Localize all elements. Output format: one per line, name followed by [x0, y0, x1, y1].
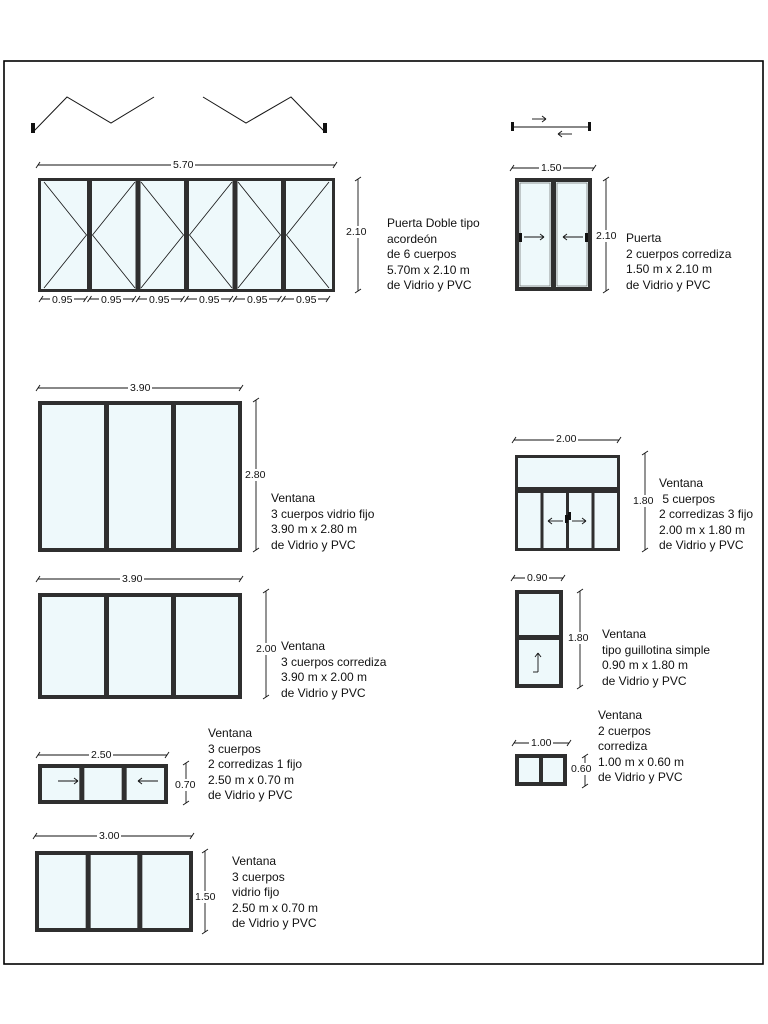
window-mullion [137, 855, 142, 928]
desc-line: 5.70m x 2.10 m [387, 262, 470, 277]
desc-line: de Vidrio y PVC [602, 673, 687, 688]
ventana-250-description [208, 726, 302, 804]
window-glass [39, 855, 189, 928]
ventana-300-description [232, 854, 318, 932]
ventana-100-height-label: 0.60 [571, 763, 592, 775]
ventana-100-description [598, 708, 684, 786]
desc-line: 2 cuerpos [598, 723, 651, 738]
desc-line: 3 cuerpos vidrio fijo [271, 506, 375, 521]
ventana-5-cuerpos-height-label: 1.80 [633, 495, 654, 507]
guillotina-height-label: 1.80 [568, 632, 589, 644]
window-mullion [79, 768, 84, 800]
window-mullion [86, 855, 91, 928]
desc-line: de 6 cuerpos [387, 247, 457, 261]
jamb-right [323, 123, 327, 133]
desc-line: de Vidrio y PVC [598, 770, 683, 784]
desc-line: 5 cuerpos [659, 491, 716, 506]
ventana-300-width-label: 3.00 [99, 830, 120, 842]
ventana-fijo-390-description [271, 491, 374, 553]
desc-line: de Vidrio y PVC [208, 788, 293, 802]
desc-line: acordeón [387, 231, 438, 246]
panel-stile [184, 181, 189, 289]
meeting-rail [519, 635, 559, 640]
desc-line: corrediza [598, 739, 648, 753]
desc-line: 3 cuerpos [208, 741, 261, 756]
desc-line: de Vidrio y PVC [232, 916, 317, 930]
desc-line: tipo guillotina simple [602, 642, 711, 657]
desc-line: 3.90 m x 2.80 m [271, 522, 358, 536]
desc-line: Puerta [626, 231, 662, 245]
desc-line: 2.00 m x 1.80 m [659, 522, 746, 537]
window-glass [42, 597, 238, 695]
desc-line: Ventana [659, 476, 704, 490]
jamb-left [511, 122, 514, 131]
desc-line: 1.00 m x 0.60 m [598, 754, 685, 769]
guillotina-description [602, 627, 710, 689]
desc-line: 3 cuerpos corrediza [281, 654, 387, 669]
ventana-300-height-label: 1.50 [195, 891, 216, 903]
window-mullion [551, 182, 556, 287]
acordeon-panel-label-5: 0.95 [247, 294, 268, 306]
desc-line: 1.50 m x 2.10 m [626, 262, 713, 276]
puerta-corrediza-height-label: 2.10 [596, 230, 617, 242]
acordeon-panel-label-4: 0.95 [199, 294, 220, 306]
ventana-250-height-label: 0.70 [175, 779, 196, 791]
desc-line: 3 cuerpos [232, 869, 285, 884]
desc-line: 3.90 m x 2.00 m [281, 670, 368, 684]
window-glass [42, 768, 164, 800]
desc-line: 2 corredizas 3 fijo [659, 507, 754, 521]
acordeon-width-label: 5.70 [173, 159, 194, 171]
ventana-5-cuerpos-width-label: 2.00 [556, 433, 577, 445]
acordeon-panel-label-3: 0.95 [149, 294, 170, 306]
desc-line: Puerta Doble tipo [387, 216, 480, 230]
window-handle [565, 515, 568, 523]
desc-line: de Vidrio y PVC [387, 278, 472, 292]
desc-line: 2 corredizas 1 fijo [208, 757, 303, 771]
desc-line: 0.90 m x 1.80 m [602, 658, 689, 672]
ventana-fijo-390-height-label: 2.80 [245, 469, 266, 481]
puerta-corrediza-description [626, 231, 731, 293]
desc-line: 2.50 m x 0.70 m [232, 900, 319, 915]
acordeon-panel-label-2: 0.95 [101, 294, 122, 306]
desc-line: vidrio fijo [232, 885, 280, 899]
ventana-corrediza-390-width-label: 3.90 [122, 573, 143, 585]
ventana-corrediza-390-height-label: 2.00 [256, 643, 277, 655]
desc-line: de Vidrio y PVC [281, 685, 366, 700]
jamb-right [588, 122, 591, 131]
panel-stile [281, 181, 286, 289]
puerta-corrediza-width-label: 1.50 [541, 162, 562, 174]
window-mullion [104, 405, 109, 548]
window-mullion [592, 493, 595, 548]
desc-line: Ventana [271, 491, 316, 505]
window-mullion [171, 405, 176, 548]
ventana-5-cuerpos-description [659, 476, 753, 554]
desc-line: Ventana [281, 639, 326, 653]
guillotina-width-label: 0.90 [527, 572, 548, 584]
window-mullion [541, 493, 544, 548]
door-handle [585, 233, 588, 242]
window-mullion [171, 597, 176, 695]
desc-line: Ventana [232, 854, 277, 868]
transom-bar [518, 487, 617, 493]
desc-line: de Vidrio y PVC [659, 538, 744, 552]
jamb-left [31, 123, 35, 133]
acordeon-description [387, 216, 480, 294]
window-mullion [122, 768, 127, 800]
window-mullion [104, 597, 109, 695]
acordeon-panel-label-6: 0.95 [296, 294, 317, 306]
window-glass [42, 405, 238, 548]
window-mullion [539, 758, 543, 782]
acordeon-height-label: 2.10 [346, 226, 367, 238]
desc-line: Ventana [208, 726, 253, 740]
desc-line: 2 cuerpos corrediza [626, 246, 732, 261]
desc-line: Ventana [598, 708, 643, 722]
panel-stile [233, 181, 238, 289]
desc-line: de Vidrio y PVC [626, 277, 711, 292]
panel-stile [136, 181, 141, 289]
window-handle [568, 512, 571, 520]
ventana-fijo-390-width-label: 3.90 [130, 382, 151, 394]
desc-line: 2.50 m x 0.70 m [208, 772, 295, 787]
ventana-100-width-label: 1.00 [531, 737, 552, 749]
panel-stile [87, 181, 92, 289]
door-handle [519, 233, 522, 242]
desc-line: Ventana [602, 627, 647, 641]
acordeon-panel-label-1: 0.95 [52, 294, 73, 306]
desc-line: de Vidrio y PVC [271, 537, 356, 552]
ventana-corrediza-390-description [281, 639, 386, 701]
ventana-250-width-label: 2.50 [91, 749, 112, 761]
